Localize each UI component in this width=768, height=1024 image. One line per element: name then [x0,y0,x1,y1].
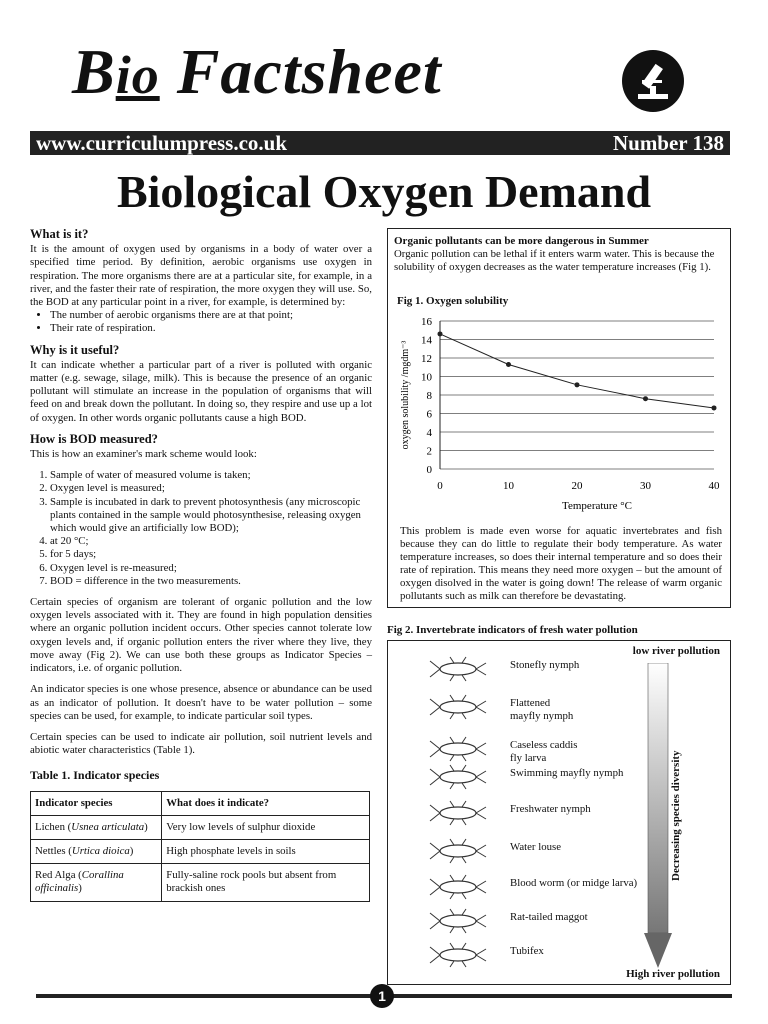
list-item: 7. BOD = difference in the two measurements. [50,575,372,588]
table-header: Indicator species [31,791,162,815]
table-cell: Very low levels of sulphur dioxide [162,815,370,839]
logo-io: io [115,45,160,105]
organism-label: Stonefly nymph [510,659,580,671]
y-tick-label: 6 [426,408,432,421]
measured-heading: How is BOD measured? [30,431,158,446]
list-item: 5. for 5 days; [50,548,372,561]
data-point [438,331,443,336]
bio-factsheet-logo [72,36,442,107]
paragraph-tolerance: Certain species of organism are tolerant of organic pollution and the low oxygen levels associated with it. They are found in high population densities where an organic pollution incident occurs. Other species cannot tolerate low oxygen levels and, if organic pollution enters the river where they live, they move away (Fig 2). We can use both these groups as Indicator Species – indicators, i.e. of organic pollution. [30,596,372,675]
fig1-caption: Fig 1. Oxygen solubility [397,295,509,307]
stonefly-icon [428,655,488,683]
table-cell: High phosphate levels in soils [162,839,370,863]
table-row [31,815,370,839]
organism-label: Rat-tailed maggot [510,911,588,923]
diversity-label: Decreasing species diversity [670,750,682,881]
table-cell [31,839,162,863]
summer-heading: Organic pollutants can be more dangerous in Summer [394,235,649,247]
freshwater-nymph-icon [428,799,488,827]
paragraph-certain: Certain species can be used to indicate air pollution, soil nutrient levels and abiotic water characteristics (Table 1). [30,730,372,757]
low-pollution-label: low river pollution [632,645,720,657]
organism-label: Swimming mayfly nymph [510,767,624,779]
list-item: 4. at 20 °C; [50,535,372,548]
flattened-mayfly-icon [428,693,488,721]
rat-tailed-maggot-icon [428,907,488,935]
y-tick-label: 2 [426,445,432,458]
caddis-icon [428,735,488,763]
latin-name: Usnea articulata [71,820,145,833]
organism-label: Caseless caddis fly larva [510,739,578,764]
paragraph-indicator: An indicator species is one whose presence, absence or abundance can be used as an indicator of pollution. It doesn't have to be water pollution – some species can be used, for example, to indicate particular soil types. [30,683,372,722]
list-item: • Their rate of respiration. [50,322,372,335]
data-point [575,382,580,387]
list-item: • The number of aerobic organisms there are at that point; [50,309,372,322]
y-axis-label: oxygen solubility /mgdm⁻³ [400,340,411,450]
species-name: Nettles ( [35,844,72,857]
summer-text: Organic pollution can be lethal if it enters warm water. This is because the solubility of oxygen decreases as the water temperature increases (Fig 1). [394,248,715,273]
data-point [506,362,511,367]
oxygen-solubility-chart [388,309,728,524]
species-name: Lichen ( [35,820,72,833]
list-item: 6. Oxygen level is re-measured; [50,562,372,575]
invertebrate-box [387,640,731,985]
organism-label: Flattened mayfly nymph [510,697,574,722]
x-tick-label: 40 [708,480,720,492]
blood-worm-icon [428,873,488,901]
x-tick-label: 0 [437,480,443,492]
data-point [643,396,648,401]
list-item: 3. Sample is incubated in dark to prevent photosynthesis (any microscopic plants contained in the sample would photosynthesise, releasing oxygen which would give an artificially low BOD); [50,496,372,536]
pollution-arrow-icon [644,663,672,968]
summer-outro: This problem is made even worse for aquatic invertebrates and fish because they can do little to regulate their body temperature. As water temperature increases, so does their internal temperature and so does their rate of repiration. This means they need more oxygen – but the amount of oxygen disolved in the water is going down! The release of warm organic pollutants such as milk can therefore be devastating. [400,525,722,602]
logo-b: B [72,36,116,107]
measured-intro: This is how an examiner's mark scheme would look: [30,448,257,461]
paren-close: ) [129,844,134,857]
high-pollution-label: High river pollution [626,968,720,980]
page-title: Biological Oxygen Demand [116,166,652,217]
organism-label: Freshwater nymph [510,803,591,815]
summer-box [387,228,731,608]
y-tick-label: 14 [421,334,432,347]
useful-text: It can indicate whether a particular part of a river is polluted with organic matter (e.g. sewage, silage, milk). This is because the presence of an organic pollutant will stimulate an increase in the population of organisms that will feed on and break down the pollutant. In doing so, they respire and use up a lot of oxygen. In other words organic pollutants cause a high BOD. [30,358,372,424]
x-tick-label: 10 [503,480,514,492]
table-caption: Table 1. Indicator species [30,768,160,783]
what-bullets [30,309,372,335]
latin-name: Urtica dioica [71,844,130,857]
indicator-table [30,791,370,902]
data-point [712,405,717,410]
page-number: 1 [370,984,394,1008]
series-line [440,334,714,408]
summer-intro [394,235,724,274]
latin-name: Corallina officinalis [35,869,124,895]
organism-label: Blood worm (or midge larva) [510,877,638,889]
y-tick-label: 0 [426,464,432,476]
list-item: 1. Sample of water of measured volume is taken; [50,469,372,482]
what-heading: What is it? [30,227,89,241]
y-tick-label: 4 [426,427,432,439]
tubifex-icon [428,941,488,969]
table-cell [31,864,162,901]
swimming-mayfly-icon [428,763,488,791]
website-url[interactable]: www.curriculumpress.co.uk [36,131,288,155]
paren-close: ) [144,820,148,833]
table-row [31,839,370,863]
steps-list [30,469,372,588]
x-axis-label: Temperature °C [562,500,632,512]
paren-close: ) [78,882,82,895]
x-tick-label: 20 [571,480,583,492]
y-tick-label: 8 [426,390,432,402]
organism-label: Tubifex [510,945,544,957]
species-name: Red Alga ( [35,869,82,882]
table-cell [31,815,162,839]
fig2-caption: Fig 2. Invertebrate indicators of fresh water pollution [387,624,638,636]
organism-label: Water louse [510,841,561,853]
what-text: It is the amount of oxygen used by organisms in a body of water over a specified time period. By definition, aerobic organisms use oxygen in respiration. The more organisms there are at a particular site, for example, in a river, and the faster their rate of respiration, the more oxygen they will use. So, the BOD at any particular point in a river, for example, is determined by: [30,243,372,309]
left-column [30,228,372,902]
water-louse-icon [428,837,488,865]
y-tick-label: 16 [421,316,432,328]
y-tick-label: 10 [421,371,432,384]
microscope-icon [622,50,684,112]
useful-heading: Why is it useful? [30,342,120,357]
issue-number: Number 138 [612,131,724,155]
x-tick-label: 30 [640,480,651,492]
header-bar [30,131,730,155]
table-header: What does it indicate? [162,791,370,815]
table-cell: Fully-saline rock pools but absent from brackish ones [162,864,370,901]
list-item: 2. Oxygen level is measured; [50,482,372,495]
table-header-row [31,791,370,815]
y-tick-label: 12 [421,353,432,365]
logo-factsheet: Factsheet [176,36,442,107]
table-row [31,864,370,901]
